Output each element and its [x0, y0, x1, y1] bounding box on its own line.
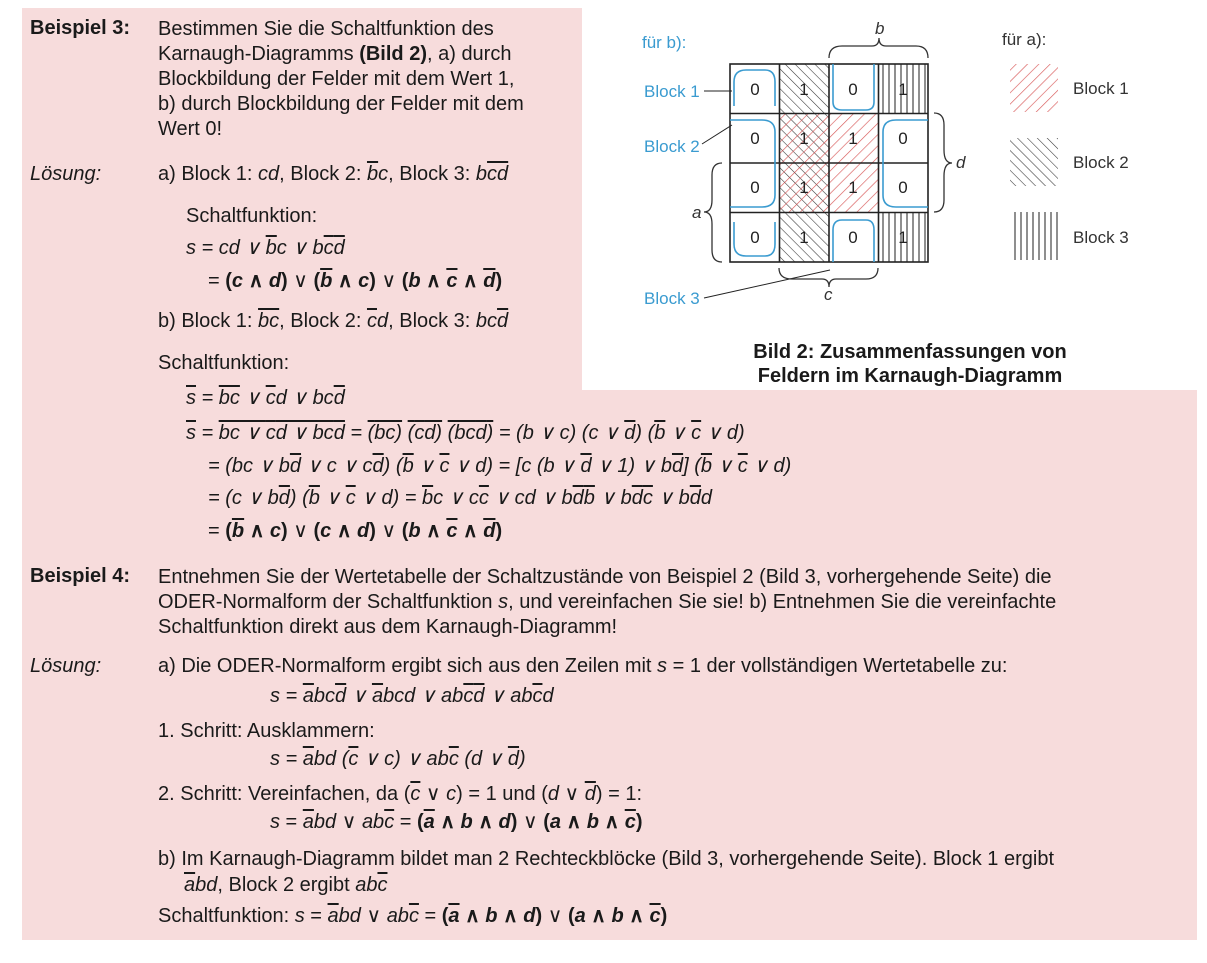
legend-block2: Block 2	[1073, 153, 1129, 172]
solution-b-text: b) Im Karnaugh-Diagramm bildet man 2 Rechteckblöcke (Bild 3, vorhergehende Seite). Block 1 ergibt $\overline{a}bd$, Block 2 ergibt $ab\overline{c}$	[158, 848, 1054, 896]
label-block3-left: Block 3	[644, 289, 700, 308]
label-var-c: c	[824, 285, 833, 304]
step-1: 1. Schritt: Ausklammern:	[158, 720, 375, 742]
label-block1-left: Block 1	[644, 82, 700, 101]
step-1-formula: $s = \overline{a}bd$ ($\overline{c}$ ∨ c) ∨ $ab\overline{c}$ (d ∨ $\overline{d}$)	[270, 748, 526, 770]
formula-b-3: = (bc ∨ $b\overline{d}$ ∨ c ∨ $c\overline{d}$) ($\overline{b}$ ∨ $\overline{c}$ ∨ d) = [c (b ∨ $\overline{d}$ ∨ 1) ∨ $b\overline{d}$] ($\overline{b}$ ∨ $\overline{c}$ ∨ d)	[208, 455, 792, 477]
oder-normal-form: $s = \overline{a}bc\overline{d}$ ∨ $\overline{a}bcd$ ∨ $ab\overline{c}\overline{d}$ ∨ $ab\overline{c}d$	[270, 685, 554, 707]
cell-3-0: 0	[750, 228, 760, 247]
formula-b-1: $\overline{s} = \overline{bc}$ ∨ $\overline{c}d$ ∨ $bc\overline{d}$	[186, 387, 345, 409]
cell-1-0: 0	[750, 129, 760, 148]
cell-1-1: 1	[799, 129, 809, 148]
formula-b-4: = (c ∨ $b\overline{d}$) ($\overline{b}$ ∨ $\overline{c}$ ∨ $d) = \overline{b}c$ ∨ $c\overline{c}$ ∨ cd ∨ $b\overline{d}\overline{b}$ ∨ $b\overline{d}\overline{c}$ ∨ $b\overline{d}d$	[208, 487, 713, 509]
step-2: 2. Schritt: Vereinfachen, da ($\overline{c}$ ∨ c) = 1 und (d ∨ $\overline{d}) = 1$:	[158, 783, 643, 805]
formula-b-5: = ($\overline{b}$ ∧ c) ∨ (c ∧ d) ∨ (b ∧ $\overline{c}$ ∧ $\overline{d}$)	[208, 520, 503, 542]
example-3-task: Bestimmen Sie die Schaltfunktion des Karnaugh-Diagramms (Bild 2), a) durch Blockbildung der Felder mit dem Wert 1, b) durch Blockbildung der Felder mit dem Wert 0!	[158, 18, 524, 140]
formula-a-2: = (c ∧ d) ∨ ($\overline{b}$ ∧ c) ∨ (b ∧ $\overline{c}$ ∧ $\overline{d}$)	[208, 270, 503, 292]
cell-2-3: 0	[898, 178, 908, 197]
cell-3-1: 1	[799, 228, 809, 247]
label-fuer-a: für a):	[1002, 30, 1047, 49]
cell-0-1: 1	[799, 80, 809, 99]
example-4-task: Entnehmen Sie der Wertetabelle der Schaltzustände von Beispiel 2 (Bild 3, vorhergehende Seite) die ODER-Normalform der Schaltfunktion s, und vereinfachen Sie sie! b) Entnehmen Sie die vereinfachte Schaltfunktion direkt aus dem Karnaugh-Diagramm!	[158, 566, 1057, 638]
example-3-solution-label: Lösung:	[30, 163, 102, 185]
label-var-d: d	[956, 153, 966, 172]
cell-1-2: 1	[848, 129, 858, 148]
cell-2-1: 1	[799, 178, 809, 197]
final-switching-function: Schaltfunktion: $s = \overline{a}bd$ ∨ $ab\overline{c} = (\overline{a}$ ∧ b ∧ d) ∨ (a ∧ b ∧ $\overline{c}$)	[158, 905, 668, 927]
example-3-label: Beispiel 3:	[30, 17, 131, 39]
cell-3-2: 0	[848, 228, 858, 247]
label-var-b: b	[875, 19, 885, 38]
karnaugh-figure	[582, 0, 1207, 395]
label-var-a: a	[692, 203, 702, 222]
switching-function-heading-2: Schaltfunktion:	[158, 352, 290, 374]
cell-2-0: 0	[750, 178, 760, 197]
step-2-formula: $s = \overline{a}bd$ ∨ $ab\overline{c} = (\overline{a}$ ∧ b ∧ d) ∨ (a ∧ b ∧ $\overline{c}$)	[270, 811, 643, 833]
example-4-label: Beispiel 4:	[30, 565, 131, 587]
example-4-solution-a: a) Die ODER-Normalform ergibt sich aus den Zeilen mit s = 1 der vollständigen Wertetabelle zu:	[158, 655, 1008, 677]
cell-2-2: 1	[848, 178, 858, 197]
switching-function-heading: Schaltfunktion:	[186, 205, 318, 227]
label-block2-left: Block 2	[644, 137, 700, 156]
cell-1-3: 0	[898, 129, 908, 148]
cell-0-3: 1	[898, 80, 908, 99]
example-4-solution-label: Lösung:	[30, 655, 102, 677]
cell-0-2: 0	[848, 80, 858, 99]
label-fuer-b: für b):	[642, 33, 687, 52]
cell-0-0: 0	[750, 80, 760, 99]
solution-b-blocks: b) Block 1: $\overline{bc}$, Block 2: $\overline{c}d$, Block 3: $bc\overline{d}$	[158, 310, 509, 332]
formula-b-2: s = bc ∨ cd ∨ bcd = (bc) (cd) (bcd) = (b ∨ c) (c ∨ $\overline{d}$) ($\overline{b}$ ∨ $\overline{c}$ ∨ d)	[186, 422, 745, 444]
formula-a-1: s = cd ∨ $\overline{b}c$ ∨ $b\overline{c}\overline{d}$	[186, 237, 345, 259]
legend-block3: Block 3	[1073, 228, 1129, 247]
legend-block1: Block 1	[1073, 79, 1129, 98]
figure-caption: Bild 2: Zusammenfassungen von Feldern im Karnaugh-Diagramm	[753, 341, 1067, 387]
solution-a-blocks: a) Block 1: cd, Block 2: $\overline{b}c$, Block 3: $b\overline{cd}$	[158, 163, 509, 185]
cell-3-3: 1	[898, 228, 908, 247]
